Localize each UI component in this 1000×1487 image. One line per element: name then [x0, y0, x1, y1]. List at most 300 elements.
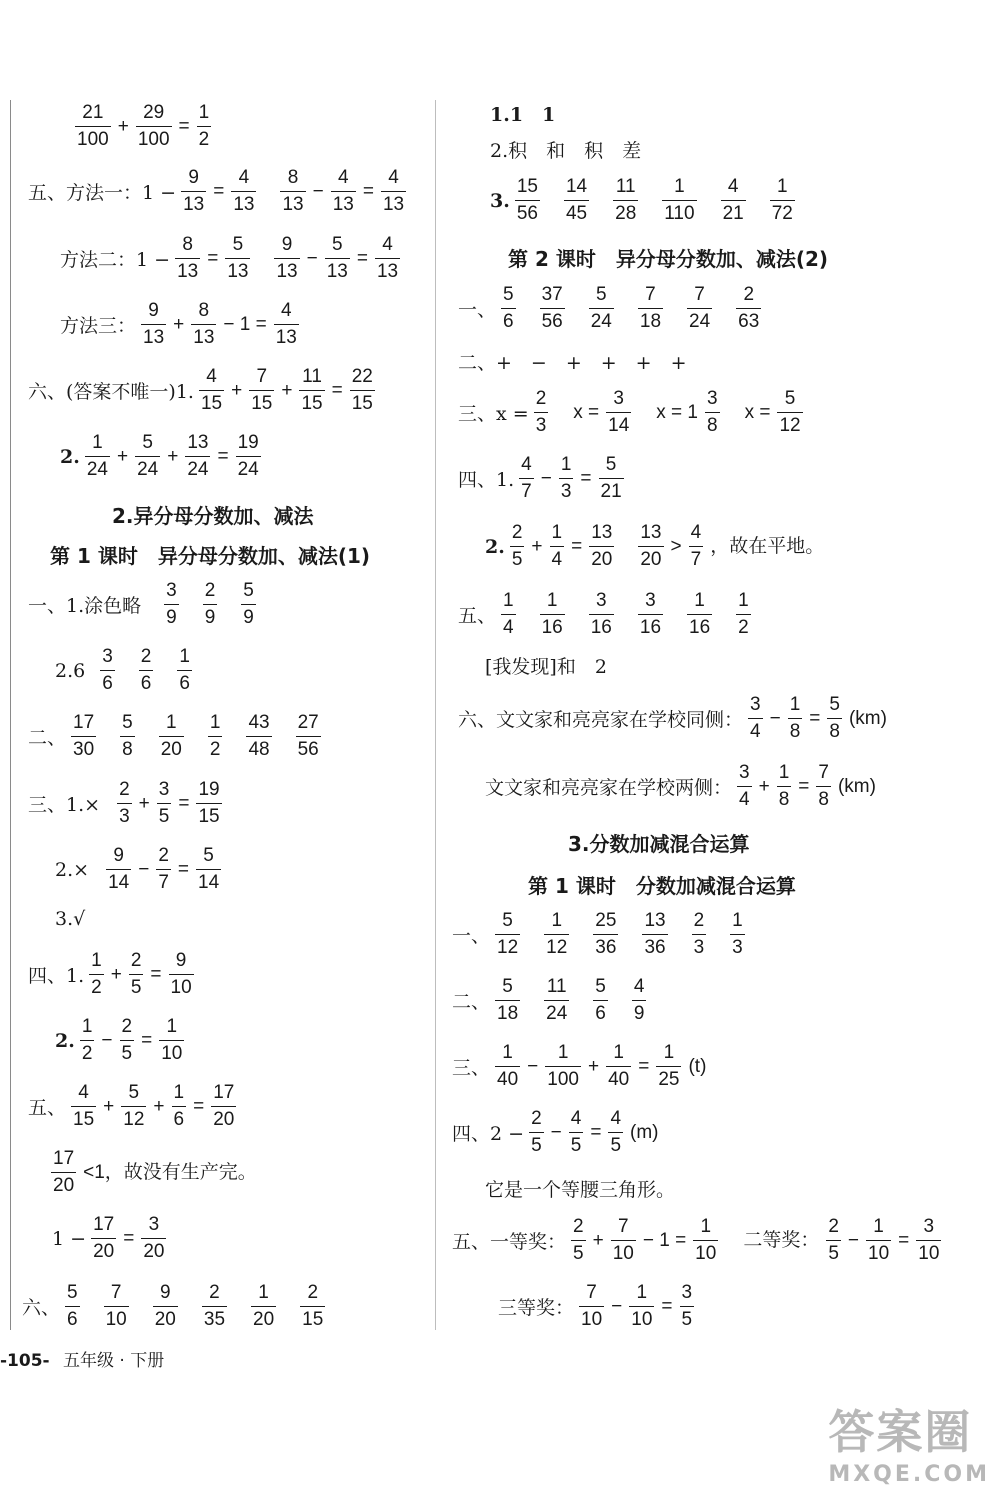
- line-label: 五、: [458, 605, 497, 627]
- line-label: 3.√: [55, 908, 86, 930]
- expression-text: 二等奖：: [743, 1229, 820, 1251]
- fraction-numerator: 4: [633, 976, 645, 997]
- fraction-numerator: 5: [829, 694, 840, 715]
- fraction-numerator: 2: [130, 950, 142, 971]
- fraction-numerator: 3: [923, 1216, 935, 1237]
- fraction-denominator: 10: [579, 1306, 604, 1333]
- expression-text: =: [638, 1055, 650, 1077]
- answer-line: [452, 1040, 710, 1093]
- fraction-denominator: 7: [689, 546, 704, 573]
- expression-text: (km): [837, 775, 876, 797]
- fraction-denominator: 2: [208, 736, 223, 763]
- fraction: [693, 1214, 718, 1267]
- fraction: [638, 520, 663, 573]
- fraction: [589, 588, 614, 641]
- expression-text: x =: [573, 401, 600, 423]
- fraction-numerator: 17: [93, 1214, 115, 1235]
- fraction: [680, 1280, 695, 1333]
- fraction-denominator: 56: [296, 736, 321, 763]
- fraction: [589, 282, 614, 335]
- expression-text: =: [207, 247, 219, 269]
- fraction: [564, 174, 589, 227]
- fraction-numerator: 1: [663, 1042, 675, 1063]
- fraction-denominator: 13: [274, 258, 299, 285]
- fraction-denominator: 2: [80, 1040, 95, 1067]
- fraction: [608, 1106, 623, 1159]
- expression-text: −: [138, 858, 150, 880]
- fraction: [495, 974, 520, 1027]
- answer-line: [55, 1014, 187, 1067]
- fraction: [866, 1214, 891, 1267]
- fraction-numerator: 7: [694, 284, 705, 305]
- fraction-numerator: 11: [546, 976, 567, 997]
- fraction-denominator: 5: [680, 1306, 695, 1333]
- fraction-numerator: 2: [158, 845, 169, 866]
- fraction-numerator: 14: [565, 176, 588, 197]
- fraction-denominator: 8: [788, 718, 803, 745]
- fraction: [251, 1280, 276, 1333]
- fraction: [89, 948, 104, 1001]
- fraction-numerator: 37: [541, 284, 563, 305]
- fraction-numerator: 1: [674, 176, 685, 197]
- line-label: 四、1.: [28, 965, 85, 987]
- fraction-numerator: 22: [351, 366, 373, 387]
- line-label: 2.积 和 积 差: [490, 140, 642, 162]
- fraction-denominator: 12: [121, 1106, 146, 1133]
- fraction: [826, 1214, 841, 1267]
- fraction: [141, 1212, 166, 1265]
- fraction: [629, 1280, 654, 1333]
- fraction: [375, 232, 400, 285]
- fraction-numerator: 2: [119, 779, 130, 800]
- fraction: [569, 1106, 584, 1159]
- fraction: [117, 777, 132, 830]
- fraction: [534, 386, 549, 439]
- fraction-denominator: 20: [91, 1238, 116, 1265]
- section-heading: 3.分数加减混合运算: [568, 832, 750, 856]
- fraction-numerator: 1: [546, 590, 558, 611]
- fraction-denominator: 18: [638, 308, 663, 335]
- fraction-numerator: 4: [206, 366, 217, 387]
- section-heading: 2.异分母分数加、减法: [112, 504, 314, 528]
- grade-label: 五年级 · 下册: [63, 1351, 165, 1371]
- answer-line: [452, 1106, 663, 1159]
- fraction-denominator: 13: [274, 324, 299, 351]
- answer-line: [72, 100, 214, 153]
- fraction-denominator: 20: [638, 546, 663, 573]
- fraction: [350, 364, 375, 417]
- fraction: [211, 1080, 236, 1133]
- fraction-numerator: 5: [502, 976, 513, 997]
- fraction-denominator: 10: [104, 1306, 129, 1333]
- fraction-numerator: 1: [694, 590, 705, 611]
- fraction-numerator: 1: [92, 432, 103, 453]
- line-label: 六、: [22, 1297, 61, 1319]
- fraction-denominator: 28: [613, 200, 638, 227]
- fraction-denominator: 7: [156, 869, 171, 896]
- fraction-numerator: 5: [605, 454, 617, 475]
- expression-text: =: [213, 180, 225, 202]
- expression-text: =: [356, 247, 368, 269]
- fraction-numerator: 2: [511, 522, 523, 543]
- expression-text: =: [362, 180, 374, 202]
- fraction-numerator: 13: [640, 522, 662, 543]
- fraction-denominator: 20: [589, 546, 614, 573]
- fraction-denominator: 6: [65, 1306, 80, 1333]
- line-label: 五、: [28, 1097, 67, 1119]
- fraction: [613, 174, 638, 227]
- fraction: [249, 364, 274, 417]
- fraction: [106, 843, 131, 896]
- fraction-denominator: 40: [495, 1066, 520, 1093]
- fraction: [381, 165, 406, 218]
- fraction: [611, 1214, 636, 1267]
- fraction: [692, 908, 707, 961]
- answer-line: [60, 232, 403, 285]
- fraction-denominator: 21: [599, 478, 624, 505]
- fraction-denominator: 8: [777, 786, 792, 813]
- line-label: 三、1.×: [28, 794, 101, 816]
- fraction-numerator: 1: [503, 590, 514, 611]
- expression-text: =: [590, 1121, 602, 1143]
- fraction-numerator: 1: [502, 1042, 513, 1063]
- fraction-denominator: 21: [721, 200, 746, 227]
- fraction: [515, 174, 540, 227]
- fraction-numerator: 7: [617, 1216, 629, 1237]
- expression-text: +: [231, 379, 243, 401]
- fraction-denominator: 36: [642, 934, 667, 961]
- fraction-denominator: 10: [866, 1240, 891, 1267]
- expression-text: +: [592, 1229, 604, 1251]
- fraction-numerator: 2: [531, 1108, 542, 1129]
- fraction-denominator: 16: [638, 614, 663, 641]
- fraction: [689, 520, 704, 573]
- fraction-denominator: 25: [656, 1066, 681, 1093]
- fraction-denominator: 10: [916, 1240, 941, 1267]
- fraction-numerator: 3: [596, 590, 607, 611]
- fraction-denominator: 45: [564, 200, 589, 227]
- fraction: [236, 430, 261, 483]
- fraction-numerator: 1: [873, 1216, 884, 1237]
- expression-text: −: [527, 1055, 539, 1077]
- fraction-numerator: 5: [331, 234, 343, 255]
- fraction: [203, 578, 218, 631]
- answer-line: [28, 948, 197, 1001]
- fraction-denominator: 5: [510, 546, 525, 573]
- answer-line: [55, 843, 224, 896]
- line-label: 文文家和亮亮家在学校两侧：: [485, 777, 733, 799]
- fraction: [164, 578, 179, 631]
- fraction-denominator: 15: [350, 390, 375, 417]
- answer-line: [22, 1280, 328, 1333]
- expression-text: − 1 =: [642, 1229, 687, 1251]
- fraction-numerator: 2: [535, 388, 547, 409]
- fraction-numerator: 4: [570, 1108, 582, 1129]
- answer-line: [28, 710, 324, 763]
- fraction-numerator: 5: [232, 234, 244, 255]
- fraction-denominator: 14: [606, 412, 631, 439]
- fraction-denominator: 15: [71, 1106, 96, 1133]
- expression-text: >: [670, 535, 682, 557]
- fraction: [231, 165, 256, 218]
- page-number: -105-: [0, 1351, 50, 1371]
- fraction-numerator: 2: [121, 1016, 133, 1037]
- answer-line: [490, 136, 643, 163]
- expression-text: −: [101, 1029, 113, 1051]
- fraction-denominator: 6: [139, 670, 154, 697]
- left-margin-rule: [10, 100, 11, 1330]
- fraction: [599, 452, 624, 505]
- fraction-numerator: 9: [148, 300, 159, 321]
- expression-text: x =: [744, 401, 771, 423]
- fraction: [300, 1280, 325, 1333]
- fraction-numerator: 9: [175, 950, 187, 971]
- fraction-denominator: 100: [75, 126, 111, 153]
- fraction-numerator: 1: [613, 1042, 624, 1063]
- expression-text: =: [177, 858, 189, 880]
- fraction: [777, 760, 792, 813]
- fraction-numerator: 25: [595, 910, 617, 931]
- answer-line: [485, 760, 880, 813]
- fraction: [656, 1040, 681, 1093]
- fraction-numerator: 1: [700, 1216, 712, 1237]
- fraction-numerator: 3: [148, 1214, 160, 1235]
- fraction-numerator: 13: [644, 910, 666, 931]
- fraction-numerator: 1: [636, 1282, 648, 1303]
- expression-text: +: [281, 379, 293, 401]
- line-label: 六、(答案不唯一)1.: [28, 381, 194, 403]
- fraction-numerator: 3: [166, 580, 177, 601]
- expression-text: +: [587, 1055, 600, 1077]
- fraction-denominator: 10: [169, 974, 194, 1001]
- fraction-numerator: 13: [591, 522, 613, 543]
- fraction-denominator: 5: [569, 1132, 584, 1159]
- answer-line: [28, 165, 409, 218]
- fraction-denominator: 9: [632, 1000, 647, 1027]
- lesson-heading: 第 1 课时 异分母分数加、减法(1): [50, 544, 371, 568]
- answer-line: [52, 1212, 169, 1265]
- expression-text: =: [580, 467, 592, 489]
- expression-text: +: [116, 445, 129, 467]
- fraction-denominator: 4: [737, 786, 752, 813]
- expression-text: =: [150, 963, 162, 985]
- line-label: 三、x =: [458, 403, 529, 425]
- fraction-numerator: 2: [693, 910, 705, 931]
- fraction-denominator: 20: [141, 1238, 166, 1265]
- fraction-denominator: 5: [120, 1040, 135, 1067]
- fraction-numerator: 5: [142, 432, 153, 453]
- fraction: [540, 282, 565, 335]
- answer-line: [452, 1214, 944, 1267]
- fraction-denominator: 6: [100, 670, 115, 697]
- fraction: [91, 1212, 116, 1265]
- fraction: [730, 908, 745, 961]
- line-label: 四、2 −: [452, 1123, 525, 1145]
- fraction: [274, 232, 299, 285]
- expression-text: +: [153, 1095, 165, 1117]
- fraction: [501, 282, 516, 335]
- expression-text: +: [117, 115, 129, 137]
- fraction: [687, 588, 712, 641]
- fraction-denominator: 6: [177, 670, 192, 697]
- fraction: [777, 386, 802, 439]
- fraction-numerator: 7: [645, 284, 656, 305]
- fraction-denominator: 30: [71, 736, 96, 763]
- fraction-numerator: 5: [122, 712, 133, 733]
- fraction-denominator: 8: [816, 786, 831, 813]
- expression-text: (m): [630, 1121, 659, 1143]
- fraction-denominator: 20: [159, 736, 184, 763]
- page-footer: [0, 1346, 164, 1371]
- fraction-denominator: 35: [202, 1306, 227, 1333]
- answer-line: [452, 908, 748, 961]
- column-divider: [435, 100, 436, 1330]
- answer-line: [490, 100, 557, 127]
- line-label: 1 −: [52, 1227, 87, 1250]
- expression-text: =: [123, 1227, 135, 1249]
- answer-line: [28, 364, 378, 417]
- fraction: [788, 692, 803, 745]
- fraction-numerator: 1: [738, 590, 749, 611]
- fraction-denominator: 4: [501, 614, 516, 641]
- fraction: [129, 948, 144, 1001]
- fraction-denominator: 63: [736, 308, 761, 335]
- fraction-denominator: 8: [120, 736, 135, 763]
- answer-line: [28, 1080, 239, 1133]
- fraction-numerator: 5: [128, 1082, 140, 1103]
- fraction-numerator: 1: [551, 522, 563, 543]
- fraction-numerator: 1: [551, 910, 563, 931]
- fraction-numerator: 17: [73, 712, 95, 733]
- fraction-denominator: 2: [89, 974, 104, 1001]
- fraction-denominator: 100: [545, 1066, 581, 1093]
- fraction-numerator: 21: [82, 102, 104, 123]
- fraction: [519, 452, 534, 505]
- fraction-denominator: 10: [611, 1240, 636, 1267]
- fraction: [662, 174, 696, 227]
- fraction: [65, 1280, 80, 1333]
- answer-line: [485, 652, 609, 679]
- answer-line: [458, 348, 689, 375]
- fraction-numerator: 5: [784, 388, 796, 409]
- expression-text: <1，故没有生产完。: [83, 1161, 257, 1183]
- expression-text: =: [178, 115, 190, 137]
- fraction-numerator: 43: [248, 712, 270, 733]
- fraction-denominator: 13: [325, 258, 350, 285]
- expression-text: =: [571, 535, 583, 557]
- fraction-denominator: 3: [117, 803, 132, 830]
- answer-line: [458, 386, 806, 439]
- fraction-numerator: 4: [281, 300, 292, 321]
- expression-text: =: [193, 1095, 205, 1117]
- fraction-numerator: 2: [204, 580, 216, 601]
- fraction: [100, 644, 115, 697]
- line-label: 六、文文家和亮亮家在学校同侧：: [458, 709, 744, 731]
- fraction-numerator: 5: [67, 1282, 78, 1303]
- fraction-numerator: 19: [237, 432, 259, 453]
- fraction: [544, 974, 569, 1027]
- fraction-denominator: 8: [705, 412, 720, 439]
- fraction: [225, 232, 250, 285]
- line-label: 它是一个等腰三角形。: [485, 1179, 676, 1201]
- expression-text: =: [178, 792, 190, 814]
- line-label: 五、方法一：1 −: [28, 182, 177, 204]
- line-label: 2.: [55, 1029, 75, 1052]
- fraction: [135, 430, 160, 483]
- fraction: [638, 588, 663, 641]
- fraction: [196, 777, 221, 830]
- answer-line: [28, 777, 225, 830]
- fraction-denominator: 14: [106, 869, 131, 896]
- fraction: [196, 843, 221, 896]
- fraction-denominator: 100: [136, 126, 172, 153]
- expression-text: =: [331, 379, 343, 401]
- fraction-numerator: 3: [750, 694, 761, 715]
- fraction: [120, 1014, 135, 1067]
- fraction-denominator: 6: [501, 308, 516, 335]
- fraction-numerator: 4: [521, 454, 532, 475]
- answer-line: [458, 588, 754, 641]
- fraction: [202, 1280, 227, 1333]
- fraction-numerator: 11: [302, 366, 322, 387]
- fraction: [606, 1040, 631, 1093]
- fraction-numerator: 5: [595, 976, 606, 997]
- fraction: [736, 282, 761, 335]
- lesson-heading: 第 1 课时 分数加减混合运算: [528, 874, 796, 898]
- expression-text: (km): [848, 707, 887, 729]
- fraction-numerator: 19: [198, 779, 220, 800]
- fraction-numerator: 1: [198, 102, 210, 123]
- fraction-numerator: 4: [690, 522, 702, 543]
- fraction-numerator: 2: [307, 1282, 319, 1303]
- expression-text: =: [141, 1029, 153, 1051]
- line-label: 1.1 1: [490, 104, 556, 126]
- watermark-logo-text: 答案圈: [828, 1405, 973, 1459]
- fraction-numerator: 29: [143, 102, 165, 123]
- fraction: [120, 710, 135, 763]
- fraction-denominator: 15: [249, 390, 274, 417]
- expression-text: −: [540, 467, 552, 489]
- fraction-denominator: 10: [693, 1240, 718, 1267]
- fraction: [638, 282, 663, 335]
- fraction: [632, 974, 647, 1027]
- fraction-denominator: 5: [529, 1132, 544, 1159]
- answer-line: [490, 174, 798, 227]
- fraction: [159, 1014, 184, 1067]
- fraction-numerator: 7: [818, 762, 829, 783]
- line-label: 二、+ − + + + +: [458, 352, 687, 374]
- fraction-numerator: 8: [182, 234, 193, 255]
- fraction-numerator: 11: [615, 176, 636, 197]
- expression-text: =: [809, 707, 821, 729]
- fraction: [495, 1040, 520, 1093]
- fraction-numerator: 9: [113, 845, 124, 866]
- fraction-denominator: 7: [519, 478, 534, 505]
- fraction-numerator: 1: [560, 454, 572, 475]
- expression-text: +: [110, 963, 122, 985]
- expression-text: =: [798, 775, 810, 797]
- fraction: [571, 1214, 586, 1267]
- answer-line: [55, 644, 195, 697]
- fraction-numerator: 9: [281, 234, 293, 255]
- fraction-numerator: 3: [681, 1282, 693, 1303]
- fraction: [579, 1280, 604, 1333]
- fraction-numerator: 4: [337, 167, 349, 188]
- fraction-denominator: 48: [246, 736, 271, 763]
- fraction-numerator: 1: [778, 762, 790, 783]
- fraction-denominator: 13: [181, 191, 206, 218]
- fraction-numerator: 2: [573, 1216, 584, 1237]
